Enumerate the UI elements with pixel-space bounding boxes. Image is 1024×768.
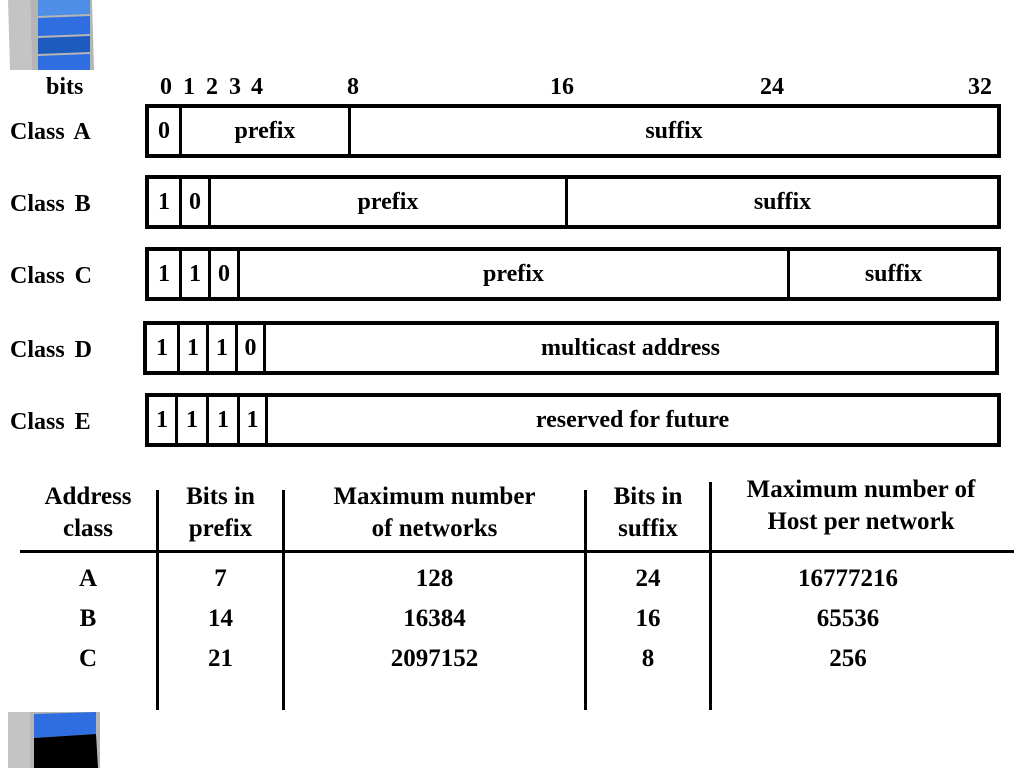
bit-tick-32: 32 <box>968 74 992 100</box>
table-row-c-suffix-bits: 8 <box>641 645 655 672</box>
header-max-networks: Maximum number of networks <box>333 483 536 542</box>
table-row-c-hosts: 256 <box>829 645 867 672</box>
decorative-corner-bottom <box>0 712 118 768</box>
bits-axis-label: bits <box>46 74 84 100</box>
table-row-b-class: B <box>79 605 97 632</box>
bit-tick-2: 2 <box>206 74 218 100</box>
table-header-rule <box>20 550 1014 553</box>
class-e-label: Class E <box>10 409 91 435</box>
class-b-prefix: prefix <box>208 179 565 225</box>
class-a-bar <box>145 104 1001 158</box>
class-b-label: Class B <box>10 191 91 217</box>
class-c-suffix: suffix <box>787 251 997 297</box>
class-d-bit-2: 1 <box>206 325 235 371</box>
class-e-bar <box>145 393 1001 447</box>
table-row-c-networks: 2097152 <box>390 645 479 672</box>
class-d-bit-0: 1 <box>156 334 168 361</box>
class-c-bit-0: 1 <box>158 260 170 287</box>
class-b-bit-0: 1 <box>158 188 170 215</box>
header-bits-in-prefix: Bits in prefix <box>186 483 255 542</box>
decorative-corner-top <box>0 0 118 70</box>
table-row-c-prefix-bits: 21 <box>208 645 233 672</box>
table-row-b-hosts: 65536 <box>816 605 880 632</box>
class-d-label: Class D <box>10 337 93 363</box>
class-c-bit-1: 1 <box>179 251 208 297</box>
class-a-prefix: prefix <box>179 108 348 154</box>
table-row-c-class: C <box>78 645 98 672</box>
header-max-hosts: Maximum number of Host per network <box>746 476 976 535</box>
table-row-a-hosts: 16777216 <box>798 565 898 592</box>
table-row-b-prefix-bits: 14 <box>208 605 233 632</box>
class-d-bit-1: 1 <box>177 325 206 371</box>
table-row-a-suffix-bits: 24 <box>635 565 661 592</box>
class-e-reserved-field: reserved for future <box>265 397 997 443</box>
bit-tick-3: 3 <box>229 74 241 100</box>
class-e-bit-1: 1 <box>175 397 206 443</box>
class-a-label: Class A <box>10 119 91 145</box>
class-a-suffix: suffix <box>348 108 997 154</box>
bit-tick-8: 8 <box>347 74 359 100</box>
table-row-b-suffix-bits: 16 <box>635 605 661 632</box>
table-row-b-networks: 16384 <box>403 605 466 632</box>
bit-tick-0: 0 <box>160 74 172 100</box>
class-d-bit-3: 0 <box>235 325 263 371</box>
class-b-suffix: suffix <box>565 179 997 225</box>
header-address-class: Address class <box>44 483 132 542</box>
class-a-bit-0: 0 <box>158 117 170 144</box>
class-b-bar <box>145 175 1001 229</box>
bit-tick-16: 16 <box>550 74 574 100</box>
class-c-label: Class C <box>10 263 93 289</box>
bit-tick-4: 4 <box>251 74 263 100</box>
class-b-bit-1: 0 <box>179 179 208 225</box>
class-e-bit-2: 1 <box>206 397 237 443</box>
class-c-bit-2: 0 <box>208 251 237 297</box>
class-c-bar <box>145 247 1001 301</box>
bit-tick-24: 24 <box>760 74 784 100</box>
class-d-bar <box>143 321 999 375</box>
table-row-a-prefix-bits: 7 <box>214 565 227 592</box>
table-row-a-networks: 128 <box>415 565 454 592</box>
class-c-prefix: prefix <box>237 251 787 297</box>
class-e-bit-3: 1 <box>237 397 265 443</box>
bit-tick-1: 1 <box>183 74 195 100</box>
header-bits-in-suffix: Bits in suffix <box>613 483 683 542</box>
class-e-bit-0: 1 <box>156 406 168 433</box>
table-row-a-class: A <box>78 565 98 592</box>
class-d-multicast-field: multicast address <box>263 325 995 371</box>
